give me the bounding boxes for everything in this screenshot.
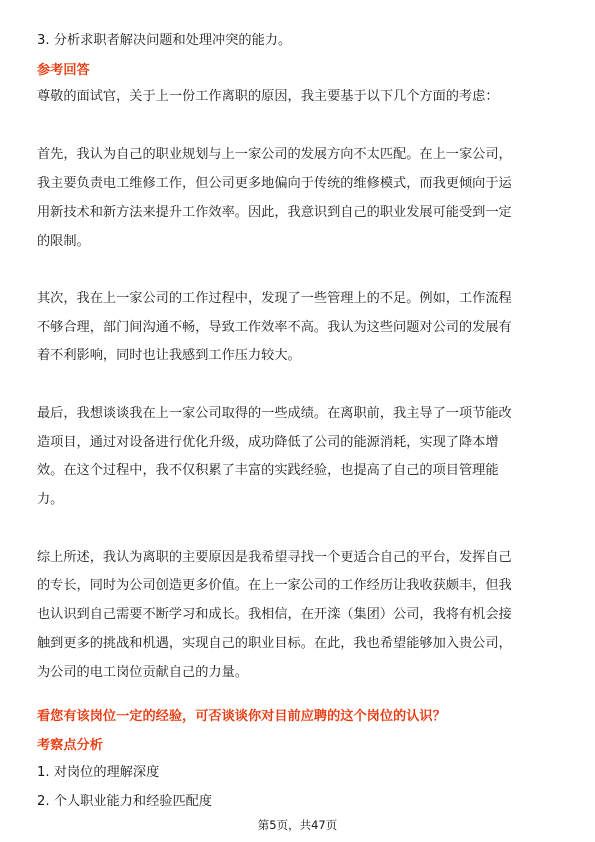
paragraph-2-line-1: 其次，我在上一家公司的工作过程中，发现了一些管理上的不足。例如，工作流程 [37, 291, 512, 306]
paragraph-3-line-2: 造项目，通过对设备进行优化升级，成功降低了公司的能源消耗，实现了降本增 [37, 435, 499, 450]
paragraph-3-line-4: 力。 [37, 492, 64, 507]
paragraph-1-line-3: 用新技术和新方法来提升工作效率。因此，我意识到自己的职业发展可能受到一定 [37, 205, 512, 220]
paragraph-1-line-4: 的限制。 [37, 234, 90, 249]
paragraph-3-line-3: 效。在这个过程中，我不仅积累了丰富的实践经验，也提高了自己的项目管理能 [37, 463, 499, 478]
paragraph-4-line-3: 也认识到自己需要不断学习和成长。我相信，在开滦（集团）公司，我将有机会接 [37, 607, 512, 622]
page-footer: 第5页，共47页 [257, 818, 338, 832]
paragraph-4-line-5: 为公司的电工岗位贡献自己的力量。 [37, 665, 248, 680]
analysis-point-1: 1. 对岗位的理解深度 [37, 765, 160, 780]
paragraph-2-line-3: 着不利影响，同时也让我感到工作压力较大。 [37, 348, 301, 363]
question-heading: 看您有该岗位一定的经验，可否谈谈你对目前应聘的这个岗位的认识？ [37, 709, 446, 724]
analysis-points-heading: 考察点分析 [37, 738, 103, 753]
paragraph-4-line-1: 综上所述，我认为离职的主要原因是我希望寻找一个更适合自己的平台，发挥自己 [37, 550, 512, 565]
paragraph-1-line-1: 首先，我认为自己的职业规划与上一家公司的发展方向不太匹配。在上一家公司， [37, 147, 512, 162]
paragraph-4-line-4: 触到更多的挑战和机遇，实现自己的职业目标。在此，我也希望能够加入贵公司， [37, 636, 512, 651]
reference-answer-heading: 参考回答 [37, 63, 90, 78]
paragraph-3-line-1: 最后，我想谈谈我在上一家公司取得的一些成绩。在离职前，我主导了一项节能改 [37, 406, 512, 421]
answer-opening: 尊敬的面试官，关于上一份工作离职的原因，我主要基于以下几个方面的考虑： [37, 89, 499, 104]
analysis-point-2: 2. 个人职业能力和经验匹配度 [37, 794, 213, 809]
paragraph-1-line-2: 我主要负责电工维修工作，但公司更多地偏向于传统的维修模式，而我更倾向于运 [37, 176, 512, 191]
paragraph-2-line-2: 不够合理，部门间沟通不畅，导致工作效率不高。我认为这些问题对公司的发展有 [37, 320, 512, 335]
paragraph-4-line-2: 的专长，同时为公司创造更多价值。在上一家公司的工作经历让我收获颇丰，但我 [37, 578, 512, 593]
analysis-point-3: 3. 分析求职者解决问题和处理冲突的能力。 [37, 33, 292, 48]
